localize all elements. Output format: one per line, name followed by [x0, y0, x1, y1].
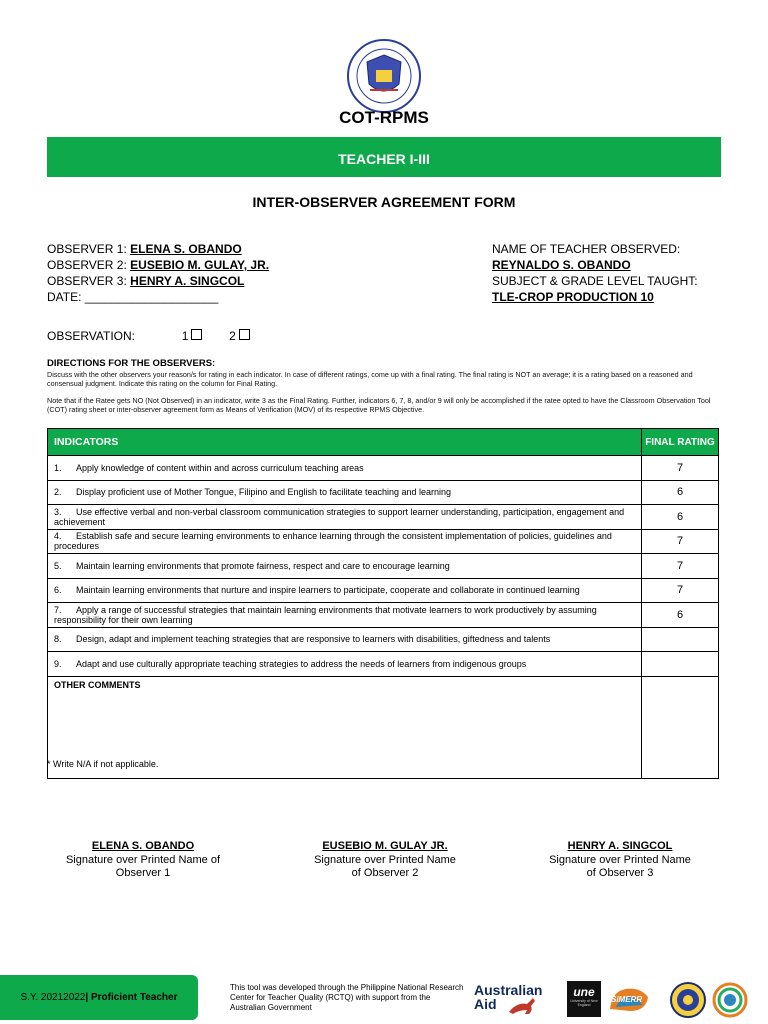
indicators-header: INDICATORS [48, 429, 642, 456]
indicator-row [48, 554, 719, 579]
final-rating-header: FINAL RATING [642, 429, 719, 456]
signature-caption: of Observer 3 [586, 867, 654, 879]
indicator-row [48, 480, 719, 505]
indicator-text-cell [48, 554, 642, 579]
subject-label: SUBJECT & GRADE LEVEL TAUGHT: [492, 274, 698, 288]
signature-caption: Signature over Printed Name [314, 853, 456, 866]
teacher-block [492, 241, 698, 305]
indicator-text-cell [48, 456, 642, 481]
directions-paragraph-2: Note that if the Ratee gets NO (Not Observed) in an indicator, write 3 as the Final Rating. Further, indicators 6, 7, 8, and/or 9 will only be accomplished if the ratee opted to have the Classroom Observation Tool (COT) rating sheet or inter-observer agreement form as Means of Verification (MOV) of its respective RPMS Objective. [47, 396, 711, 414]
observer-2-row [47, 257, 269, 273]
observation-row [47, 328, 250, 344]
page-title: COT-RPMS [339, 108, 429, 127]
signature-caption: Signature over Printed Name of [65, 853, 221, 866]
final-rating-cell[interactable] [642, 652, 719, 677]
observation-option-2: 2 [229, 329, 236, 343]
observer-3-label: OBSERVER 3: [47, 274, 131, 288]
indicator-text: Maintain learning environments that nurture and inspire learners to participate, cooperate and collaborate in continued learning [76, 585, 580, 596]
observation-option-1: 1 [181, 329, 189, 343]
indicator-row [48, 505, 719, 530]
directions-heading: DIRECTIONS FOR THE OBSERVERS: [47, 358, 216, 369]
indicator-text-cell [48, 480, 642, 505]
final-rating-cell[interactable]: 7 [642, 578, 719, 603]
school-year: S.Y. 20212022 [20, 992, 86, 1003]
indicator-text: Use effective verbal and non-verbal classroom communication strategies to support learner understanding, participation, engagement and achievement [54, 506, 625, 527]
indicator-row [48, 456, 719, 481]
na-note: * Write N/A if not applicable. [47, 759, 159, 769]
indicator-row [48, 627, 719, 652]
indicator-text-cell [48, 505, 642, 530]
indicator-number: 4. [54, 531, 62, 542]
signature-block-2 [290, 840, 480, 881]
observer-2-label: OBSERVER 2: [47, 258, 131, 272]
indicator-number: 5. [54, 560, 62, 571]
signature-block-1 [48, 840, 238, 881]
signature-name: ELENA S. OBANDO [91, 840, 195, 852]
kangaroo-icon [507, 996, 541, 1021]
une-logo-text: une [573, 985, 595, 999]
final-rating-cell[interactable] [642, 627, 719, 652]
indicator-text: Adapt and use culturally appropriate teaching strategies to address the needs of learners from indigenous groups [76, 658, 527, 669]
aus-aid-line1: Australian [474, 982, 543, 998]
indicator-number: 3. [54, 506, 62, 517]
final-rating-cell[interactable]: 6 [642, 480, 719, 505]
teacher-level-banner: TEACHER I-III [47, 137, 721, 177]
indicator-text-cell [48, 652, 642, 677]
date-row [47, 289, 269, 305]
indicator-number: 9. [54, 658, 62, 669]
signature-caption: of Observer 2 [351, 867, 419, 879]
une-logo [567, 981, 601, 1017]
indicator-text-cell [48, 578, 642, 603]
indicator-text-cell [48, 529, 642, 554]
subject-value: TLE-CROP PRODUCTION 10 [492, 290, 654, 304]
deped-seal-logo [346, 38, 422, 114]
observation-1-checkbox[interactable] [191, 329, 202, 340]
signature-caption: Observer 1 [115, 867, 171, 879]
indicator-number: 1. [54, 462, 62, 473]
directions-paragraph-1: Discuss with the other observers your reason/s for rating in each indicator. In case of different ratings, come up with a final rating. The final rating is NOT an average; it is a rating based on a reasoned and consensual judgment. Indicate this rating on the column for Final Rating. [47, 370, 693, 388]
date-field[interactable]: ____________________ [84, 290, 219, 304]
indicator-text-cell [48, 627, 642, 652]
final-rating-cell[interactable]: 7 [642, 554, 719, 579]
indicator-number: 8. [54, 634, 62, 645]
une-logo-subtext: University of New England [570, 999, 598, 1007]
footer-credit: This tool was developed through the Philippine National Research Center for Teacher Quality (RCTQ) with support from the Australian Government [230, 983, 464, 1012]
observer-3-row [47, 273, 269, 289]
observer-1-name: ELENA S. OBANDO [130, 242, 242, 256]
teacher-name-label: NAME OF TEACHER OBSERVED: [492, 242, 681, 256]
final-rating-cell[interactable]: 6 [642, 603, 719, 628]
indicator-number: 6. [54, 585, 62, 596]
normal-university-seal [670, 982, 706, 1023]
signature-caption: Signature over Printed Name [549, 853, 691, 866]
indicator-row [48, 652, 719, 677]
indicator-text: Establish safe and secure learning environments to enhance learning through the consistent implementation of policies, guidelines and procedures [54, 531, 612, 552]
indicator-text: Maintain learning environments that promote fairness, respect and care to encourage learning [76, 560, 450, 571]
observation-2-checkbox[interactable] [239, 329, 250, 340]
final-rating-cell[interactable]: 7 [642, 529, 719, 554]
simerr-logo-text: SiMERR [611, 995, 643, 1004]
observer-3-name: HENRY A. SINGCOL [130, 274, 245, 288]
rctq-logo [712, 982, 748, 1023]
observer-2-name: EUSEBIO M. GULAY, JR. [130, 258, 270, 272]
indicator-text: Display proficient use of Mother Tongue, Filipino and English to facilitate teaching and learning [76, 487, 452, 498]
school-year-badge [0, 975, 198, 1020]
indicator-row [48, 603, 719, 628]
indicator-row [48, 529, 719, 554]
indicators-table [47, 428, 719, 779]
observer-1-label: OBSERVER 1: [47, 242, 131, 256]
table-header-row [48, 429, 719, 456]
date-label: DATE: [47, 290, 85, 304]
signature-name: EUSEBIO M. GULAY JR. [322, 840, 448, 852]
indicator-text: Apply a range of successful strategies that maintain learning environments that motivate learners to work productively by assuming responsibility for their own learning [54, 604, 597, 625]
observer-1-row [47, 241, 269, 257]
signature-name: HENRY A. SINGCOL [567, 840, 673, 852]
other-comments-label[interactable]: OTHER COMMENTS [48, 676, 642, 778]
final-rating-cell[interactable]: 7 [642, 456, 719, 481]
indicator-text-cell [48, 603, 642, 628]
indicator-text: Apply knowledge of content within and across curriculum teaching areas [76, 462, 364, 473]
indicator-text: Design, adapt and implement teaching strategies that are responsive to learners with disabilities, giftedness and talents [76, 634, 551, 645]
aus-aid-line2: Aid [474, 996, 497, 1012]
final-rating-cell[interactable]: 6 [642, 505, 719, 530]
simerr-logo [606, 983, 652, 1015]
form-title: INTER-OBSERVER AGREEMENT FORM [252, 194, 516, 210]
other-comments-rating-cell[interactable] [642, 676, 719, 778]
indicator-row [48, 578, 719, 603]
indicator-number: 2. [54, 487, 62, 498]
role-label: | Proficient Teacher [85, 992, 178, 1003]
teacher-name: REYNALDO S. OBANDO [492, 258, 631, 272]
signature-block-3 [525, 840, 715, 881]
observers-block [47, 241, 269, 305]
observation-label: OBSERVATION: [47, 329, 136, 343]
indicator-number: 7. [54, 604, 62, 615]
